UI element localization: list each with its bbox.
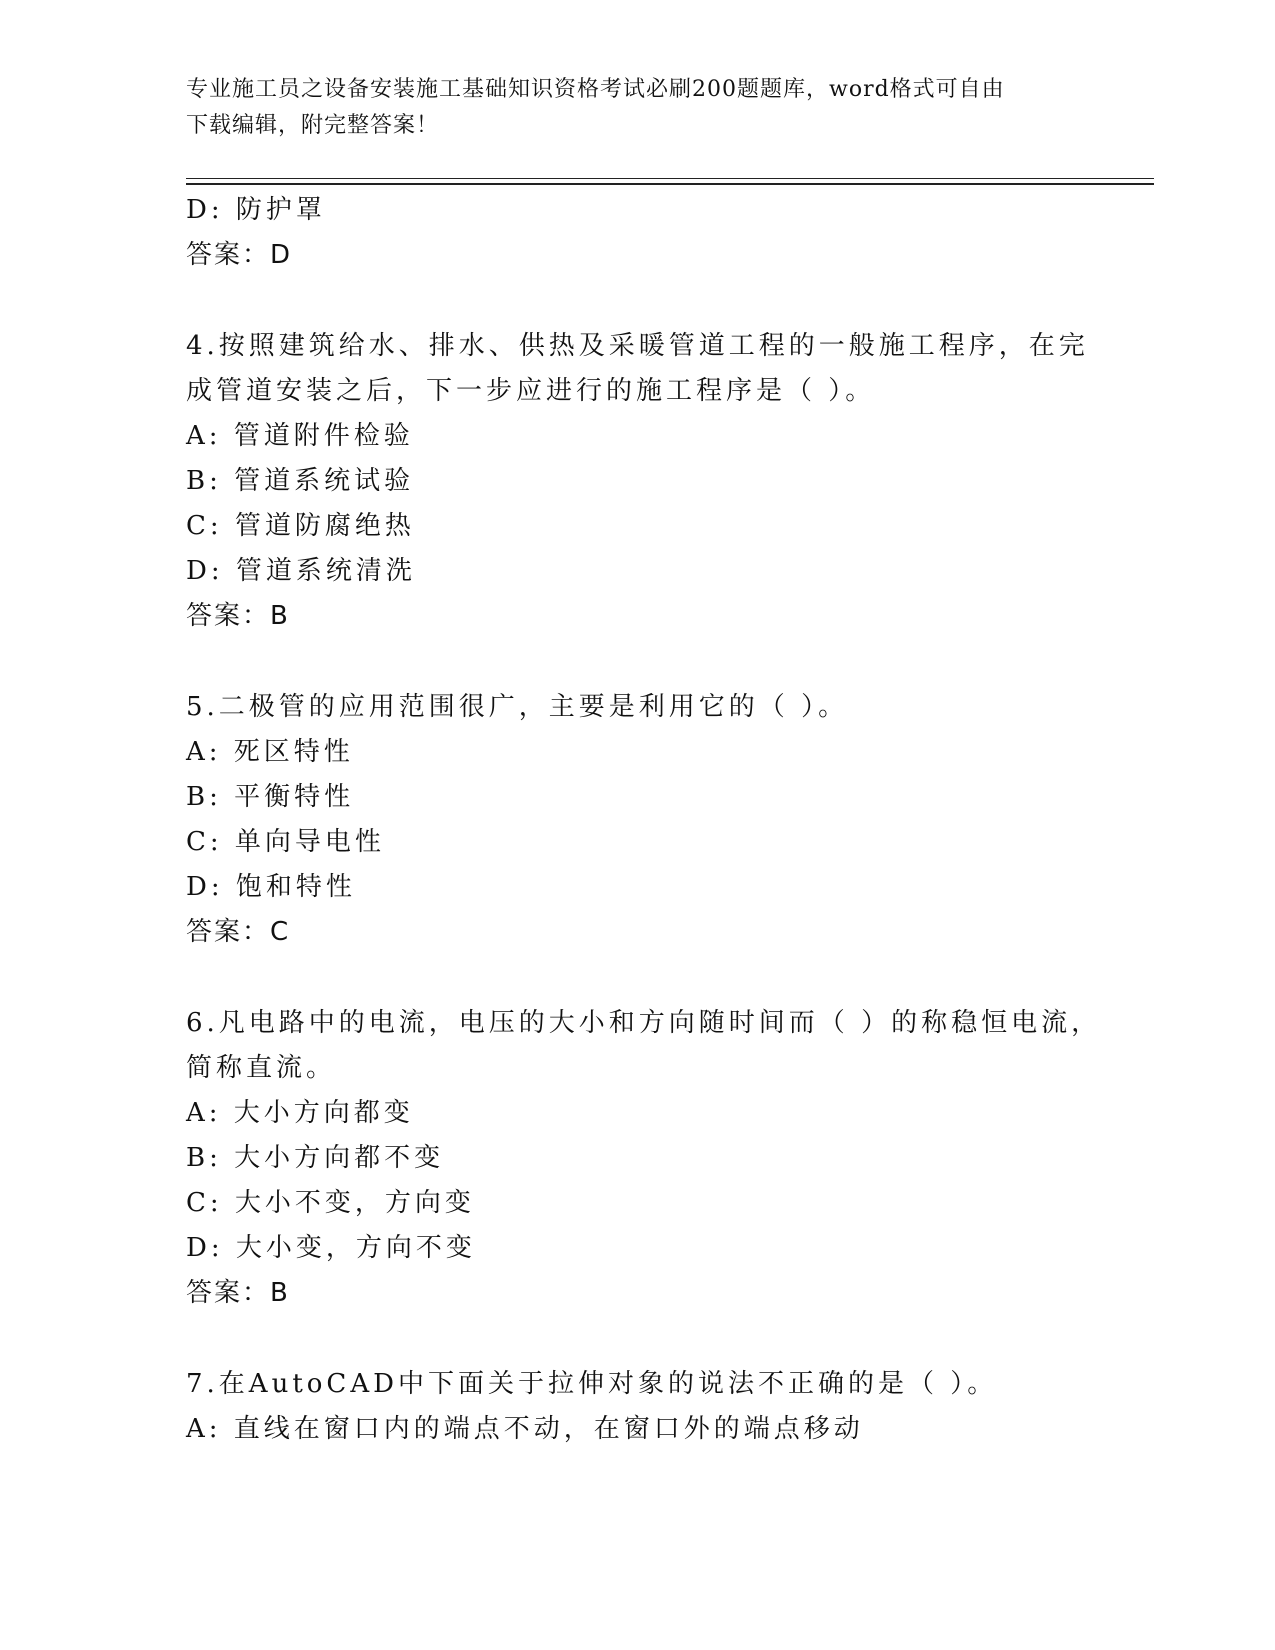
option-b: B: 大小方向都不变 [186,1143,445,1173]
option-b: B: 平衡特性 [186,782,355,812]
option-c: C: 管道防腐绝热 [186,511,415,541]
option-d: D: 大小变，方向不变 [186,1233,476,1263]
option-c: C: 单向导电性 [186,827,385,857]
question-stem: 4.按照建筑给水、排水、供热及采暖管道工程的一般施工程序，在完 [186,331,1089,361]
option-d: D: 防护罩 [186,195,326,225]
question-stem: 6.凡电路中的电流，电压的大小和方向随时间而（ ）的称稳恒电流， [186,1008,1102,1038]
option-a: A: 管道附件检验 [186,421,414,451]
option-a: A: 大小方向都变 [186,1098,414,1128]
question-list [186,188,1102,1452]
option-b: B: 管道系统试验 [186,466,415,496]
question-4 [186,324,1089,639]
question-stem: 7.在AutoCAD中下面关于拉伸对象的说法不正确的是（ ）。 [186,1369,998,1399]
question-7 [186,1362,1086,1452]
question-3-tail [186,188,1086,278]
answer: 答案：B [186,1278,290,1308]
document-header [186,72,1066,144]
header-divider-thin [186,178,1154,179]
question-stem: 5.二极管的应用范围很广，主要是利用它的（ ）。 [186,692,849,722]
option-a: A: 死区特性 [186,737,354,767]
option-d: D: 管道系统清洗 [186,556,416,586]
answer: 答案：C [186,917,291,947]
option-d: D: 饱和特性 [186,872,356,902]
header-line-1: 专业施工员之设备安装施工基础知识资格考试必刷200题题库，word格式可自由 [186,77,1005,102]
option-c: C: 大小不变，方向变 [186,1188,475,1218]
answer: 答案：B [186,601,290,631]
option-a: A: 直线在窗口内的端点不动，在窗口外的端点移动 [186,1414,864,1444]
header-divider-thick [186,183,1154,185]
question-6 [186,1001,1102,1316]
question-stem: 简称直流。 [186,1053,337,1083]
question-5 [186,685,1086,955]
header-line-2: 下载编辑，附完整答案！ [186,113,440,138]
answer: 答案：D [186,240,293,270]
question-stem: 成管道安装之后，下一步应进行的施工程序是（ ）。 [186,376,876,406]
